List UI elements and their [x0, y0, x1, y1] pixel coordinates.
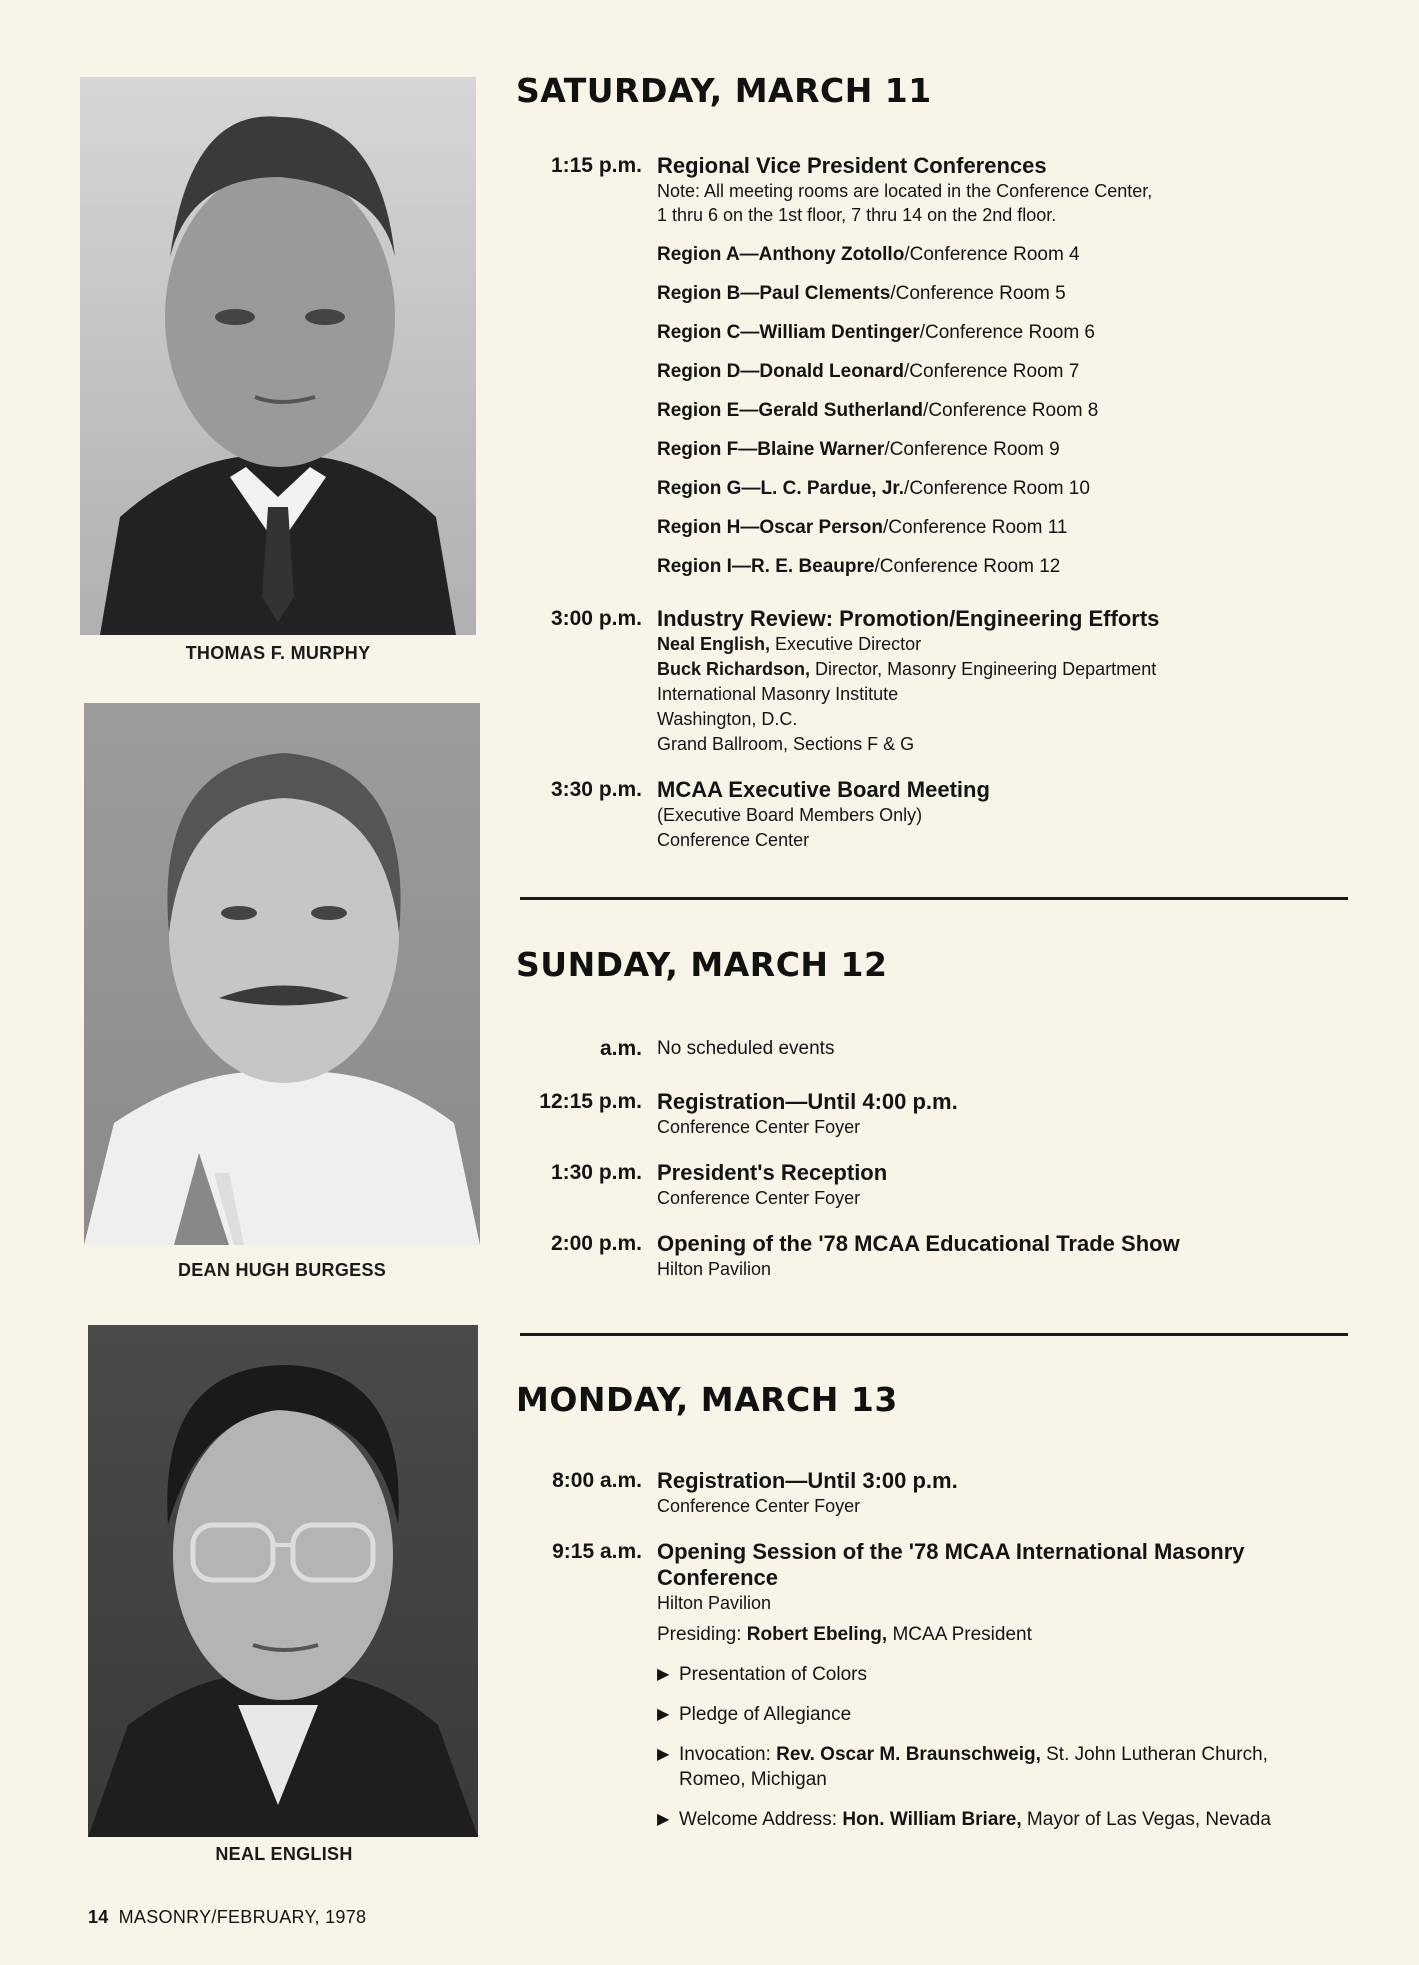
event-title: Regional Vice President Conferences	[657, 153, 1047, 178]
event-time: a.m.	[599, 1037, 642, 1060]
event-time: 3:30 p.m.	[550, 778, 642, 801]
event-title-cont: Conference	[657, 1565, 779, 1590]
triangle-bullet-icon: ▶	[657, 1746, 670, 1763]
event-time: 2:00 p.m.	[550, 1232, 642, 1255]
event-location: Conference Center	[657, 830, 810, 850]
region-item: Region F—Blaine Warner/Conference Room 9	[657, 439, 1060, 460]
region-item: Region B—Paul Clements/Conference Room 5	[657, 283, 1066, 304]
event-title: Registration—Until 3:00 p.m.	[657, 1468, 958, 1493]
region-item: Region H—Oscar Person/Conference Room 11	[657, 517, 1068, 538]
triangle-bullet-icon: ▶	[657, 1811, 670, 1828]
event-title: Opening Session of the '78 MCAA International Masonry	[657, 1539, 1245, 1564]
region-item: Region G—L. C. Pardue, Jr./Conference Room 10	[657, 478, 1090, 499]
event-location: Conference Center Foyer	[657, 1496, 861, 1516]
photo-neal-english	[88, 1325, 478, 1837]
region-item: Region D—Donald Leonard/Conference Room 7	[657, 361, 1080, 382]
event-title: President's Reception	[657, 1160, 888, 1185]
event-note: No scheduled events	[657, 1038, 835, 1059]
photo-caption: DEAN HUGH BURGESS	[177, 1260, 387, 1280]
photo-dean-burgess	[84, 703, 480, 1245]
event-location: Hilton Pavilion	[657, 1259, 772, 1279]
day-heading-sunday: SUNDAY, MARCH 12	[516, 945, 888, 984]
event-time: 1:15 p.m.	[550, 154, 642, 177]
agenda-item: ▶ Welcome Address: Hon. William Briare, Mayor of Las Vegas, Nevada	[657, 1809, 1271, 1830]
event-location: Conference Center Foyer	[657, 1117, 861, 1137]
event-title: MCAA Executive Board Meeting	[657, 777, 990, 802]
event-note: Note: All meeting rooms are located in the Conference Center,	[657, 181, 1153, 201]
day-heading-saturday: SATURDAY, MARCH 11	[516, 71, 932, 110]
photo-thomas-murphy	[80, 77, 476, 635]
speaker-line: Neal English, Executive Director	[657, 634, 922, 654]
agenda-item: ▶ Invocation: Rev. Oscar M. Braunschweig, St. John Lutheran Church, Romeo, Michigan	[657, 1744, 1268, 1790]
region-item: Region I—R. E. Beaupre/Conference Room 12	[657, 556, 1061, 577]
presiding-line: Presiding: Robert Ebeling, MCAA President	[657, 1624, 1032, 1645]
event-note: 1 thru 6 on the 1st floor, 7 thru 14 on the 2nd floor.	[657, 205, 1057, 225]
portrait-burgess	[84, 703, 480, 1245]
region-item: Region E—Gerald Sutherland/Conference Room 8	[657, 400, 1099, 421]
event-title: Registration—Until 4:00 p.m.	[657, 1089, 958, 1114]
page-footer	[88, 1907, 366, 1928]
photo-caption: NEAL ENGLISH	[215, 1844, 353, 1864]
agenda-item: ▶ Presentation of Colors	[657, 1664, 867, 1685]
event-time: 12:15 p.m.	[539, 1090, 642, 1113]
event-location: Grand Ballroom, Sections F & G	[657, 734, 915, 754]
section-divider	[520, 1333, 1348, 1336]
portrait-murphy	[80, 77, 476, 635]
triangle-bullet-icon: ▶	[657, 1666, 670, 1683]
speaker-line: Buck Richardson, Director, Masonry Engineering Department	[657, 659, 1157, 679]
event-time: 8:00 a.m.	[552, 1469, 642, 1492]
publication-line: MASONRY/FEBRUARY, 1978	[118, 1907, 367, 1927]
portrait-english	[88, 1325, 478, 1837]
event-time: 9:15 a.m.	[552, 1540, 642, 1563]
event-time: 3:00 p.m.	[550, 607, 642, 630]
agenda-item: ▶ Pledge of Allegiance	[657, 1704, 852, 1725]
event-time: 1:30 p.m.	[550, 1161, 642, 1184]
event-location: Conference Center Foyer	[657, 1188, 861, 1208]
event-title: Industry Review: Promotion/Engineering Efforts	[657, 606, 1160, 631]
photo-caption: THOMAS F. MURPHY	[185, 643, 371, 663]
organization: International Masonry Institute	[657, 684, 899, 704]
region-item: Region A—Anthony Zotollo/Conference Room 4	[657, 244, 1080, 265]
event-note: (Executive Board Members Only)	[657, 805, 923, 825]
city: Washington, D.C.	[657, 709, 798, 729]
event-location: Hilton Pavilion	[657, 1593, 772, 1613]
page-number: 14	[88, 1907, 109, 1927]
section-divider	[520, 897, 1348, 900]
triangle-bullet-icon: ▶	[657, 1706, 670, 1723]
day-heading-monday: MONDAY, MARCH 13	[516, 1380, 898, 1419]
region-item: Region C—William Dentinger/Conference Room 6	[657, 322, 1096, 343]
event-title: Opening of the '78 MCAA Educational Trade Show	[657, 1231, 1180, 1256]
